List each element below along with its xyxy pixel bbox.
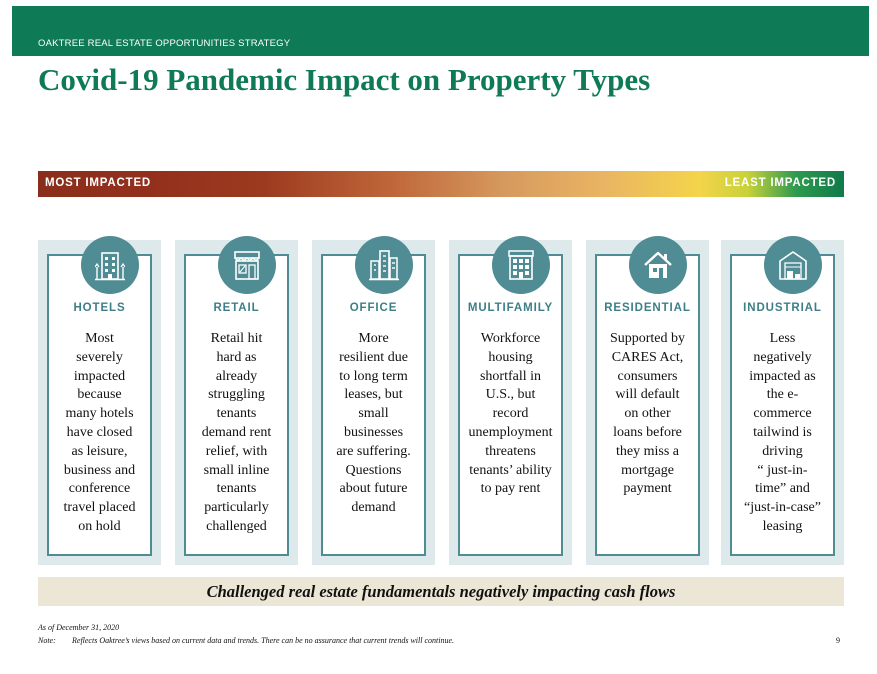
- note-label: Note:: [38, 636, 56, 645]
- property-card-multifamily: [449, 240, 572, 565]
- icon-badge: [355, 236, 413, 294]
- card-title: MULTIFAMILY: [460, 302, 561, 314]
- warehouse-icon: [778, 249, 808, 281]
- storefront-icon: [232, 249, 262, 281]
- icon-badge: [764, 236, 822, 294]
- property-card-industrial: [721, 240, 844, 565]
- disclaimer-note: [38, 636, 454, 645]
- card-title: RETAIL: [186, 302, 287, 314]
- card-description: Retail hit hard as already struggling tenants demand rent relief, with small inline tenants particularly challenged: [201, 331, 272, 534]
- icon-badge: [218, 236, 276, 294]
- card-frame: [184, 254, 289, 556]
- summary-text: Challenged real estate fundamentals negatively impacting cash flows: [206, 582, 676, 601]
- card-frame: [321, 254, 426, 556]
- house-icon: [643, 249, 673, 281]
- strategy-name: OAKTREE REAL ESTATE OPPORTUNITIES STRATEGY: [38, 38, 291, 49]
- card-description: Workforce housing shortfall in U.S., but record unemployment threatens tenants’ ability to pay rent: [468, 331, 553, 497]
- office-buildings-icon: [369, 249, 399, 281]
- hotel-icon: [95, 249, 125, 281]
- as-of-date: As of December 31, 2020: [38, 623, 120, 632]
- header-bar: [12, 6, 869, 56]
- least-impacted-label: LEAST IMPACTED: [724, 177, 836, 189]
- card-frame: [730, 254, 835, 556]
- icon-badge: [81, 236, 139, 294]
- summary-banner: [38, 577, 844, 606]
- page-title: Covid-19 Pandemic Impact on Property Types: [38, 62, 651, 97]
- icon-badge: [629, 236, 687, 294]
- card-description: Most severely impacted because many hotels have closed as leisure, business and conference travel placed on hold: [63, 331, 136, 534]
- property-card-hotels: [38, 240, 161, 565]
- property-card-residential: [586, 240, 709, 565]
- most-impacted-label: MOST IMPACTED: [45, 177, 152, 189]
- card-description: Less negatively impacted as the e- commerce tailwind is driving “ just-in- time” and “just-in-case” leasing: [744, 331, 821, 534]
- card-title: OFFICE: [323, 302, 424, 314]
- icon-badge: [492, 236, 550, 294]
- property-card-office: [312, 240, 435, 565]
- card-description: More resilient due to long term leases, but small businesses are suffering. Questions about future demand: [336, 331, 411, 516]
- property-card-retail: [175, 240, 298, 565]
- card-description: Supported by CARES Act, consumers will default on other loans before they miss a mortgage payment: [609, 331, 686, 497]
- impact-scale-bar: [38, 171, 844, 197]
- card-frame: [595, 254, 700, 556]
- card-title: RESIDENTIAL: [597, 302, 698, 314]
- card-title: INDUSTRIAL: [732, 302, 833, 314]
- apartment-building-icon: [506, 249, 536, 281]
- page-number: 9: [836, 636, 840, 645]
- card-title: HOTELS: [49, 302, 150, 314]
- card-frame: [47, 254, 152, 556]
- note-text: Reflects Oaktree’s views based on current data and trends. There can be no assurance that current trends will continue.: [72, 636, 455, 645]
- card-frame: [458, 254, 563, 556]
